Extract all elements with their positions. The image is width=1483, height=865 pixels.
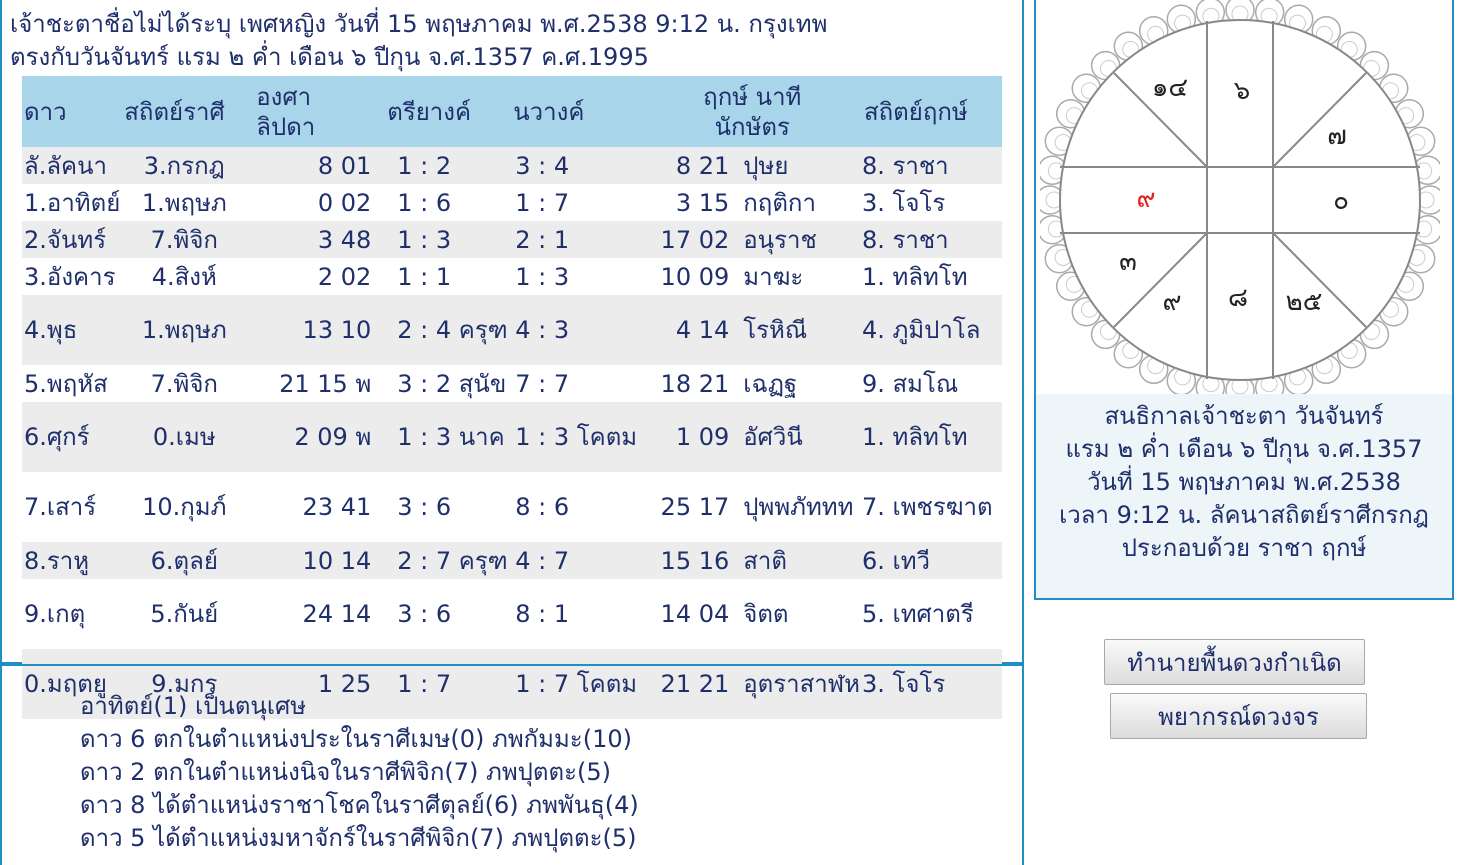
- rerk-minute: 15 16: [660, 546, 730, 575]
- rerk-minute: 8 21: [675, 151, 730, 180]
- row-rerk-minute: [645, 221, 862, 258]
- row-rerk-minute: [645, 365, 862, 402]
- header-sathit-rasi: สถิตย์ราศี: [122, 76, 246, 147]
- row-rerk-minute: [645, 147, 862, 184]
- row-planet: 2.จันทร์: [22, 221, 122, 258]
- row-sathit-rerk: 1. ทลิทโท: [862, 402, 1002, 472]
- house-bottom-right-label: ๒๕: [1285, 287, 1323, 317]
- row-degree: 13 10: [246, 295, 385, 365]
- row-rasi: 6.ตุลย์: [122, 542, 246, 579]
- row-rasi: 3.กรกฎ: [122, 147, 246, 184]
- row-triyang: 1 : 2: [385, 147, 511, 184]
- horoscope-wheel-area: [1040, 0, 1440, 394]
- house-lagna-label: ๙: [1136, 184, 1156, 214]
- row-nawang: 4 : 3: [511, 295, 645, 365]
- caption-line: ประกอบด้วย ราชา ฤกษ์: [1121, 534, 1367, 562]
- rerk-name: ปุพพภัททท: [743, 493, 854, 521]
- interpretation-notes: [80, 690, 639, 855]
- rerk-minute: 25 17: [660, 493, 730, 521]
- row-nawang: 3 : 4: [511, 147, 645, 184]
- planet-table: [22, 76, 1002, 719]
- row-planet: 9.เกตุ: [22, 579, 122, 649]
- row-planet: 0.มฤตยู: [22, 649, 122, 719]
- transit-prediction-button[interactable]: พยากรณ์ดวงจร: [1110, 693, 1367, 739]
- note-line: ดาว 6 ตกในตำแหน่งประในราศีเมษ(0) ภพกัมมะ(10): [80, 725, 632, 753]
- house-bottom-left-label: ๙: [1162, 287, 1182, 317]
- row-triyang: 1 : 3 นาค: [385, 402, 511, 472]
- row-planet: 7.เสาร์: [22, 472, 122, 542]
- rerk-name: เฉฏฐ: [743, 369, 798, 398]
- row-sathit-rerk: 4. ภูมิปาโล: [862, 295, 1002, 365]
- row-degree: 1 25: [246, 649, 385, 719]
- table-row: [22, 258, 1002, 295]
- row-triyang: 1 : 1: [385, 258, 511, 295]
- row-triyang: 3 : 2 สุนัข: [385, 365, 511, 402]
- row-sathit-rerk: 3. โจโร: [862, 649, 1002, 719]
- chart-caption: [1036, 400, 1452, 565]
- table-row: [22, 295, 1002, 365]
- row-sathit-rerk: 9. สมโณ: [862, 365, 1002, 402]
- rerk-minute: 14 04: [660, 600, 730, 628]
- row-nawang: 7 : 7: [511, 365, 645, 402]
- table-row: [22, 579, 1002, 649]
- row-triyang: 2 : 4 ครุฑ: [385, 295, 511, 365]
- row-rerk-minute: [645, 184, 862, 221]
- horoscope-wheel: [1040, 0, 1440, 394]
- row-nawang: 1 : 3: [511, 258, 645, 295]
- chart-owner-line: เจ้าชะตาชื่อไม่ได้ระบุ เพศหญิง วันที่ 15 พฤษภาคม พ.ศ.2538 9:12 น. กรุงเทพ: [10, 10, 828, 38]
- rerk-minute: 3 15: [675, 188, 730, 217]
- header-rerk-text: ฤกษ์ นาที นักษัตร: [703, 82, 802, 141]
- table-row: [22, 365, 1002, 402]
- row-degree: 8 01: [246, 147, 385, 184]
- header-dao: ดาว: [22, 76, 122, 147]
- rerk-minute: 17 02: [660, 225, 730, 254]
- row-rerk-minute: [645, 402, 862, 472]
- table-row: [22, 221, 1002, 258]
- row-sathit-rerk: 3. โจโร: [862, 184, 1002, 221]
- row-sathit-rerk: 7. เพชรฆาต: [862, 472, 1002, 542]
- note-line: ดาว 8 ได้ตำแหน่งราชาโชคในราศีตุลย์(6) ภพพันธุ(4): [80, 791, 639, 819]
- house-bottom-center-label: ๘: [1227, 283, 1249, 313]
- row-degree: 10 14: [246, 542, 385, 579]
- row-triyang: 2 : 7 ครุฑ: [385, 542, 511, 579]
- header-ongsa-text: องศา ลิปดา: [256, 82, 316, 141]
- row-sathit-rerk: 5. เทศาตรี: [862, 579, 1002, 649]
- rerk-name: อุตราสาฬห: [743, 670, 860, 698]
- row-triyang: 1 : 7: [385, 649, 511, 719]
- header-sathit-rerk: สถิตย์ฤกษ์: [862, 76, 1002, 147]
- row-degree: 24 14: [246, 579, 385, 649]
- rerk-minute: 18 21: [660, 369, 730, 398]
- row-planet: 5.พฤหัส: [22, 365, 122, 402]
- planet-table-header: [22, 76, 1002, 147]
- row-triyang: 1 : 6: [385, 184, 511, 221]
- rerk-name: ปุษย: [743, 151, 789, 180]
- rerk-name: กฤติกา: [743, 188, 816, 217]
- note-line: ดาว 2 ตกในตำแหน่งนิจในราศีพิจิก(7) ภพปุตตะ(5): [80, 758, 611, 786]
- rerk-minute: 21 21: [660, 670, 730, 698]
- row-planet: 8.ราหู: [22, 542, 122, 579]
- rerk-name: อนุราช: [743, 225, 817, 254]
- row-degree: 3 48: [246, 221, 385, 258]
- row-rasi: 10.กุมภ์: [122, 472, 246, 542]
- rerk-minute: 4 14: [675, 316, 730, 344]
- header-ongsa: [246, 76, 385, 147]
- row-nawang: 2 : 1: [511, 221, 645, 258]
- chart-date-line: ตรงกับวันจันทร์ แรม ๒ ค่ำ เดือน ๖ ปีกุน จ.ศ.1357 ค.ศ.1995: [10, 43, 649, 71]
- row-sathit-rerk: 1. ทลิทโท: [862, 258, 1002, 295]
- row-rerk-minute: [645, 579, 862, 649]
- row-nawang: 1 : 7 โคตม: [511, 649, 645, 719]
- row-planet: 4.พุธ: [22, 295, 122, 365]
- note-line: ดาว 5 ได้ตำแหน่งมหาจักร์ในราศีพิจิก(7) ภพปุตตะ(5): [80, 824, 637, 852]
- row-rerk-minute: [645, 295, 862, 365]
- row-nawang: 1 : 7: [511, 184, 645, 221]
- header-rerk: [645, 76, 862, 147]
- caption-line: แรม ๒ ค่ำ เดือน ๖ ปีกุน จ.ศ.1357: [1065, 435, 1423, 463]
- rerk-name: มาฆะ: [743, 262, 804, 291]
- house-right-upper-label: ๗: [1327, 121, 1347, 151]
- caption-line: สนธิกาลเจ้าชะตา วันจันทร์: [1104, 402, 1384, 430]
- row-planet: 3.อังคาร: [22, 258, 122, 295]
- table-row: [22, 184, 1002, 221]
- table-row: [22, 472, 1002, 542]
- header-nawang: นวางค์: [511, 76, 645, 147]
- row-planet: 6.ศุกร์: [22, 402, 122, 472]
- birth-chart-prediction-button[interactable]: ทำนายพื้นดวงกำเนิด: [1104, 639, 1365, 685]
- caption-line: เวลา 9:12 น. ลัคนาสถิตย์ราศีกรกฎ: [1059, 501, 1429, 529]
- rerk-minute: 1 09: [675, 423, 730, 451]
- row-rasi: 5.กันย์: [122, 579, 246, 649]
- rerk-name: สาติ: [743, 546, 787, 575]
- rerk-minute: 10 09: [660, 262, 730, 291]
- row-nawang: 1 : 3 โคตม: [511, 402, 645, 472]
- table-row: [22, 542, 1002, 579]
- row-rasi: 4.สิงห์: [122, 258, 246, 295]
- house-left-lower-label: ๓: [1119, 247, 1137, 277]
- row-triyang: 3 : 6: [385, 472, 511, 542]
- header-triyang: ตรียางค์: [385, 76, 511, 147]
- row-triyang: 3 : 6: [385, 579, 511, 649]
- row-triyang: 1 : 3: [385, 221, 511, 258]
- house-top-left-label: ๑๔: [1151, 73, 1189, 103]
- row-rasi: 0.เมษ: [122, 402, 246, 472]
- caption-line: วันที่ 15 พฤษภาคม พ.ศ.2538: [1087, 468, 1401, 496]
- house-right-label: ๐: [1333, 186, 1349, 216]
- row-sathit-rerk: 8. ราชา: [862, 221, 1002, 258]
- row-rasi: 7.พิจิก: [122, 365, 246, 402]
- row-rerk-minute: [645, 472, 862, 542]
- row-nawang: 8 : 1: [511, 579, 645, 649]
- row-degree: 2 09 พ: [246, 402, 385, 472]
- row-sathit-rerk: 8. ราชา: [862, 147, 1002, 184]
- table-row: [22, 147, 1002, 184]
- row-rerk-minute: [645, 258, 862, 295]
- row-degree: 0 02: [246, 184, 385, 221]
- note-line: อาทิตย์(1) เป็นตนุเศษ: [80, 692, 307, 720]
- row-rasi: 1.พฤษภ: [122, 295, 246, 365]
- rerk-name: อัศวินี: [743, 423, 803, 451]
- rerk-name: โรหิณี: [743, 316, 808, 344]
- rerk-name: จิตต: [743, 600, 789, 628]
- row-rasi: 7.พิจิก: [122, 221, 246, 258]
- row-planet: ลั.ลัคนา: [22, 147, 122, 184]
- row-nawang: 8 : 6: [511, 472, 645, 542]
- row-degree: 2 02: [246, 258, 385, 295]
- row-degree: 23 41: [246, 472, 385, 542]
- row-sathit-rerk: 6. เทวี: [862, 542, 1002, 579]
- row-rasi: 9.มกร: [122, 649, 246, 719]
- row-planet: 1.อาทิตย์: [22, 184, 122, 221]
- row-nawang: 4 : 7: [511, 542, 645, 579]
- house-top-right-label: ๖: [1233, 76, 1251, 106]
- row-rasi: 1.พฤษภ: [122, 184, 246, 221]
- row-degree: 21 15 พ: [246, 365, 385, 402]
- table-row: [22, 402, 1002, 472]
- row-rerk-minute: [645, 542, 862, 579]
